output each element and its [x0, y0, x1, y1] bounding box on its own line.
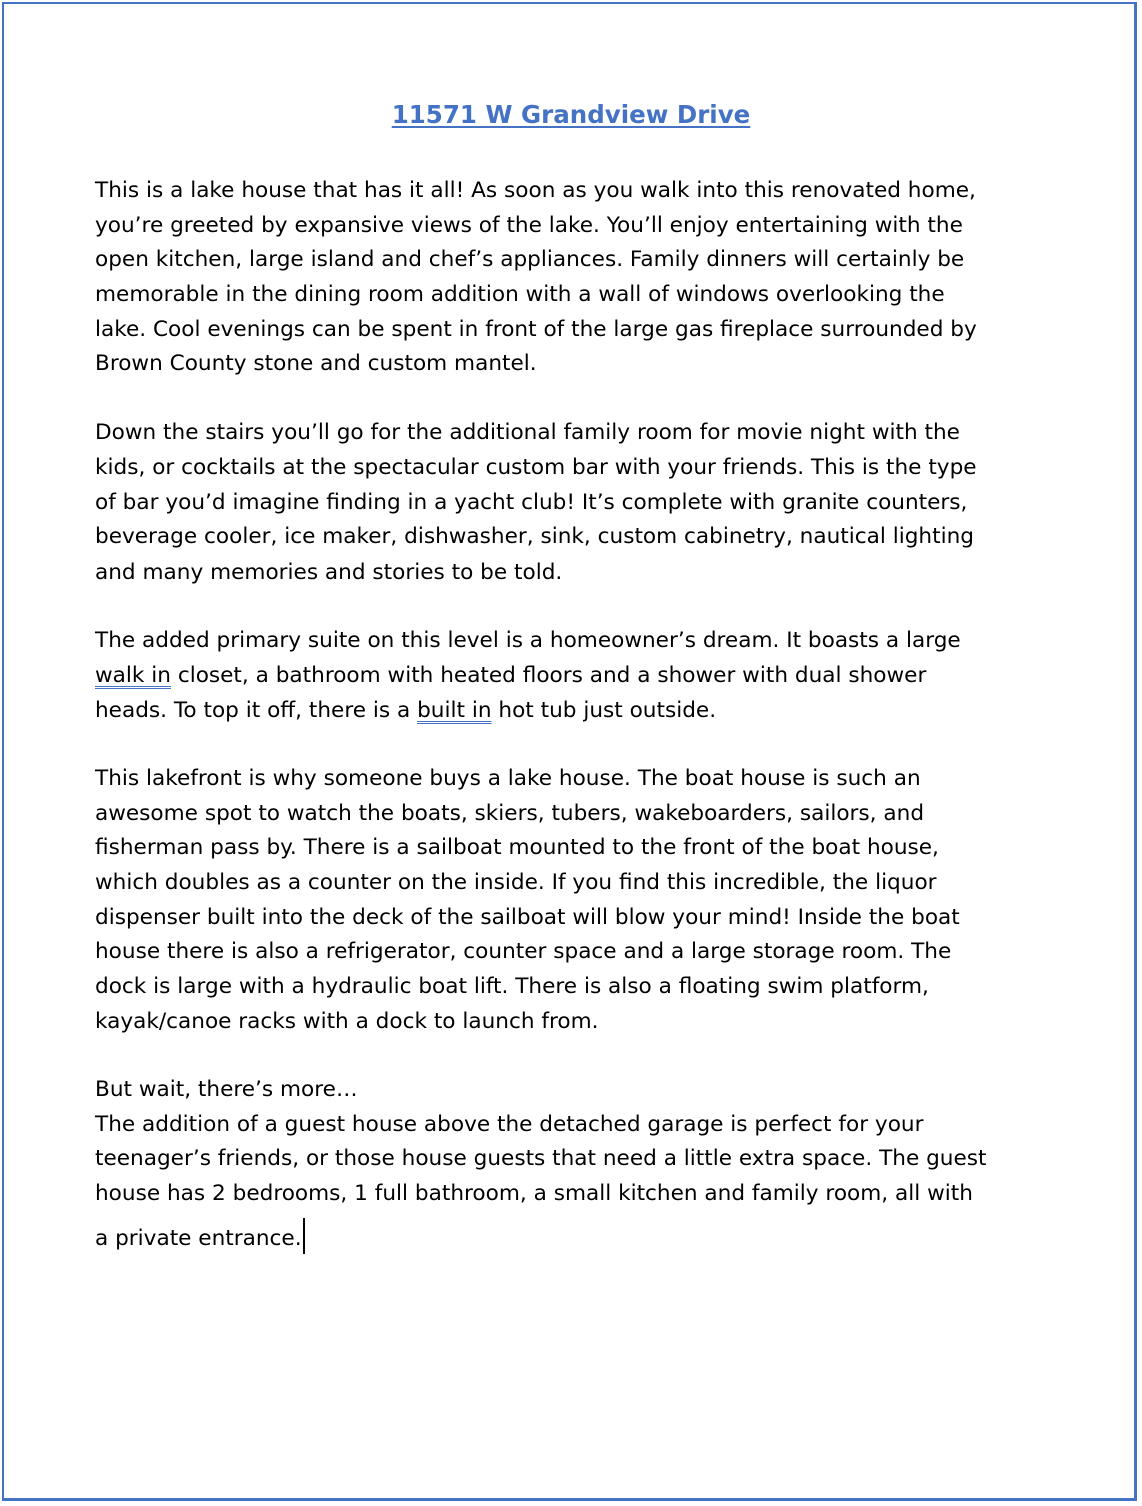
text-run: heads. To top it off, there is a [95, 698, 418, 723]
text-line [95, 660, 926, 692]
text-line: house has 2 bedrooms, 1 full bathroom, a small kitchen and family room, all with [95, 1181, 973, 1206]
text-run: a private entrance. [95, 1226, 302, 1251]
text-line: Brown County stone and custom mantel. [95, 351, 537, 376]
text-line: The added primary suite on this level is a homeowner’s dream. It boasts a large [95, 628, 961, 653]
document-title: 11571 W Grandview Drive [391, 100, 751, 129]
text-line: open kitchen, large island and chef’s appliances. Family dinners will certainly be [95, 247, 965, 272]
text-line: and many memories and stories to be told. [95, 560, 563, 585]
text-line: memorable in the dining room addition with a wall of windows overlooking the [95, 282, 945, 307]
text-line: kids, or cocktails at the spectacular custom bar with your friends. This is the type [95, 455, 977, 480]
text-line: beverage cooler, ice maker, dishwasher, sink, custom cabinetry, nautical lighting [95, 524, 974, 549]
text-run: closet, a bathroom with heated floors and a shower with dual shower [170, 663, 927, 688]
text-line: This lakefront is why someone buys a lake house. The boat house is such an [95, 766, 921, 791]
text-line: dock is large with a hydraulic boat lift. There is also a floating swim platform, [95, 974, 929, 999]
text-line [95, 1218, 305, 1255]
text-line: kayak/canoe racks with a dock to launch from. [95, 1009, 599, 1034]
text-line: Down the stairs you’ll go for the additional family room for movie night with the [95, 420, 960, 445]
text-cursor [303, 1218, 305, 1254]
text-line: fisherman pass by. There is a sailboat mounted to the front of the boat house, [95, 835, 939, 860]
text-line: which doubles as a counter on the inside. If you find this incredible, the liquor [95, 870, 937, 895]
spellcheck-marked-text[interactable]: walk in [95, 663, 171, 688]
text-line: you’re greeted by expansive views of the lake. You’ll enjoy entertaining with the [95, 213, 963, 238]
text-line: of bar you’d imagine finding in a yacht club! It’s complete with granite counters, [95, 490, 968, 515]
text-run: hot tub just outside. [491, 698, 717, 723]
text-line: This is a lake house that has it all! As soon as you walk into this renovated home, [95, 178, 976, 203]
text-line: The addition of a guest house above the detached garage is perfect for your [95, 1112, 924, 1137]
text-line: teenager’s friends, or those house guests that need a little extra space. The guest [95, 1146, 987, 1171]
spellcheck-marked-text[interactable]: built in [417, 698, 492, 723]
text-line: But wait, there’s more… [95, 1077, 358, 1102]
text-line [95, 695, 716, 727]
text-line: dispenser built into the deck of the sailboat will blow your mind! Inside the boat [95, 905, 960, 930]
text-line: house there is also a refrigerator, counter space and a large storage room. The [95, 939, 952, 964]
text-line: lake. Cool evenings can be spent in front of the large gas fireplace surrounded by [95, 317, 977, 342]
text-line: awesome spot to watch the boats, skiers, tubers, wakeboarders, sailors, and [95, 801, 925, 826]
